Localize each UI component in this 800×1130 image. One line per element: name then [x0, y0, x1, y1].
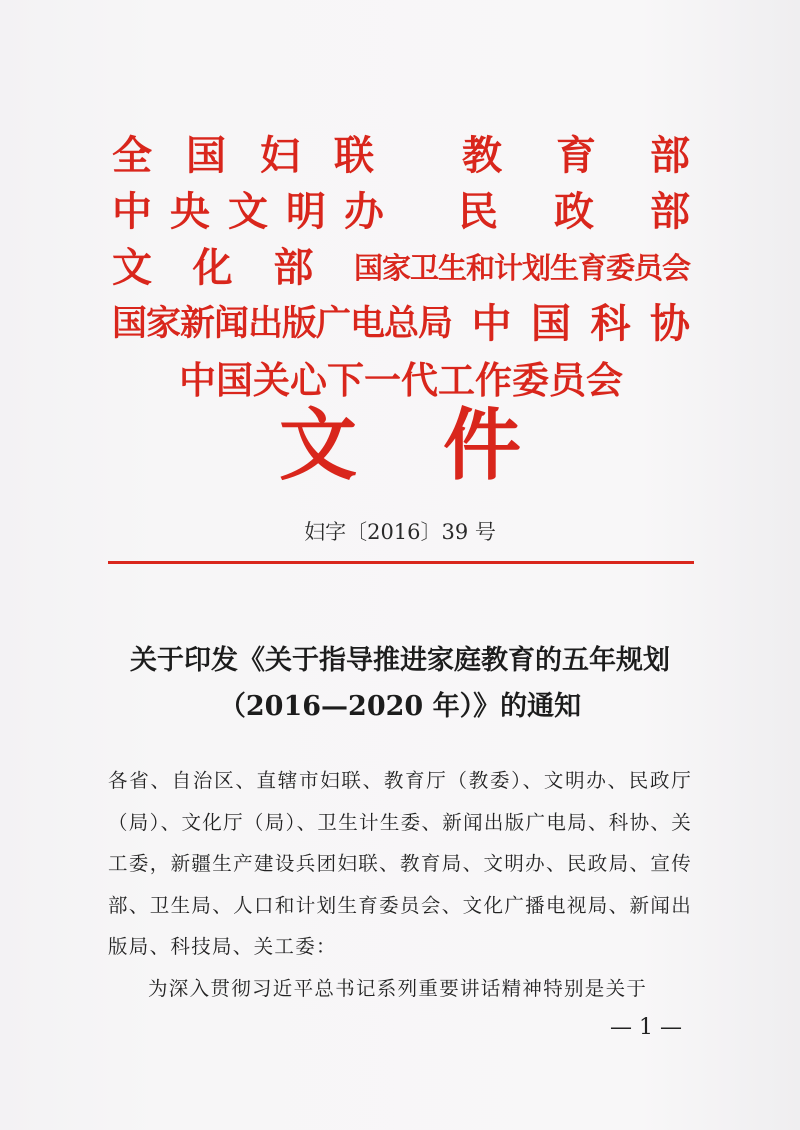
issuer-central-civilization-office: 中央文明办: [112, 188, 402, 235]
issuer-ministry-of-civil-affairs-char-1: 民: [458, 188, 498, 235]
issuer-sapprft: 国家新闻出版广电总局: [112, 303, 453, 344]
issuer-cast-char-1: 中: [471, 300, 512, 347]
document-header-mark: 文件: [278, 400, 607, 491]
issuer-national-health-family-planning-commission: 国家卫生和计划生育委员会: [353, 251, 690, 285]
document-number: 妇字〔2016〕39 号: [304, 520, 496, 544]
issuer-ministry-of-culture-char-3: 部: [273, 244, 314, 291]
issuing-agencies: [112, 128, 690, 408]
issuer-ministry-of-civil-affairs-char-2: 政: [554, 188, 594, 235]
issuer-cast-char-4: 协: [649, 300, 690, 347]
issuer-row-2: [112, 184, 690, 240]
red-divider-line: [108, 561, 694, 564]
page-number: — 1 —: [610, 1015, 682, 1040]
issuer-cast-char-2: 国: [530, 300, 571, 347]
issuer-ministry-of-civil-affairs-char-3: 部: [650, 188, 690, 235]
issuer-china-care-next-generation-committee: 中国关心下一代工作委员会: [179, 358, 623, 402]
issuer-all-china-womens-federation: 全国妇联: [112, 132, 408, 179]
issuer-row-4: [112, 296, 690, 352]
issuer-ministry-of-culture-char-1: 文: [112, 244, 152, 291]
document-title: [0, 638, 800, 730]
issuer-cast-char-3: 科: [590, 300, 631, 347]
issuer-row-1: [112, 128, 690, 184]
issuer-row-3: [112, 240, 690, 296]
issuer-ministry-of-education-char-3: 部: [650, 132, 690, 179]
body-paragraph-1: 为深入贯彻习近平总书记系列重要讲话精神特别是关于: [148, 976, 648, 1000]
issuer-ministry-of-culture-char-2: 化: [192, 244, 233, 291]
issuer-ministry-of-education-char-2: 育: [556, 132, 596, 179]
recipients-paragraph: 各省、自治区、直辖市妇联、教育厅（教委）、文明办、民政厅（局）、文化厅（局）、卫生计生委、新闻出版广电局、科协、关工委，新疆生产建设兵团妇联、教育局、文明办、民政局、宣传部、卫生局、人口和计划生育委员会、文化广播电视局、新闻出版局、科技局、关工委：: [108, 769, 692, 958]
issuer-ministry-of-education-char-1: 教: [462, 132, 502, 179]
document-body: [108, 760, 692, 1009]
document-title-line-1: 关于印发《关于指导推进家庭教育的五年规划: [130, 645, 670, 676]
document-title-line-2: （2016—2020 年）》的通知: [218, 691, 582, 722]
